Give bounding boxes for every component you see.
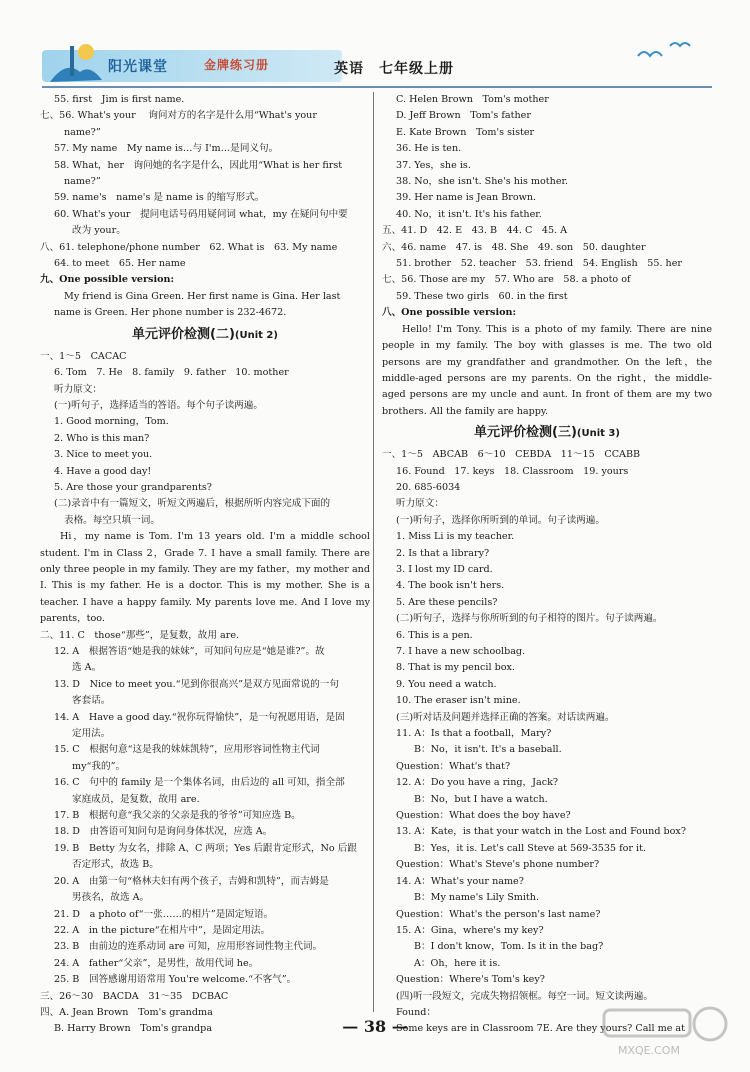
book-logo-icon: [46, 42, 104, 86]
answer-line: 13. D Nice to meet you.“见到你很高兴”是双方见面常说的一句: [54, 678, 339, 690]
answer-line: 21. D a photo of“一张……的相片”是固定短语。: [54, 908, 274, 920]
answer-line: Question：What's that?: [396, 760, 511, 772]
answer-line: 九、One possible version:: [40, 274, 175, 286]
answer-line: 6. Tom 7. He 8. family 9. father 10. mother: [54, 367, 289, 379]
answers-unit3: [382, 447, 712, 1038]
answer-line: 12. A 根据答语“她是我的妹妹”，可知问句应是“她是谁?”。故: [54, 646, 325, 657]
answer-line: 七、56. Those are my 57. Who are 58. a photo of: [382, 274, 631, 286]
answers-unit2-part2: [40, 628, 370, 1038]
answer-line: 五、41. D 42. E 43. B 44. C 45. A: [382, 225, 568, 237]
answer-line: name?”: [64, 176, 101, 188]
answer-line: 13. A：Kate，is that your watch in the Lost and Found box?: [396, 826, 686, 838]
answer-line: 选 A。: [72, 662, 102, 674]
answer-line: 59. name's name's 是 name is 的缩写形式。: [54, 192, 265, 204]
unit2-title: 单元评价检测(二): [132, 326, 235, 342]
answer-line: 37. Yes，she is.: [396, 159, 471, 171]
answer-line: 一、1～5 CACAC: [40, 350, 127, 362]
answer-line: 55. first Jim is first name.: [54, 94, 185, 105]
answer-line: 听力原文：: [396, 498, 444, 510]
answer-line: 一、1～5 ABCAB 6～10 CEBDA 11～15 CCABB: [382, 449, 641, 461]
birds-icon: [630, 38, 700, 68]
answer-line: 8. That is my pencil box.: [396, 662, 515, 674]
answer-line: 19. B Betty 为女名，排除 A、C 两项；Yes 后跟肯定形式，No 后跟: [54, 842, 357, 854]
answer-line: 51. brother 52. teacher 53. friend 54. English 55. her: [396, 258, 682, 270]
answer-line: 20. 685-6034: [396, 481, 461, 493]
answer-line: 14. A Have a good day.“祝你玩得愉快”，是一句祝愿用语，是固: [54, 711, 345, 723]
answer-line: 16. C 句中的 family 是一个集体名词，由后边的 all 可知，指全部: [54, 777, 345, 789]
answer-line: 16. Found 17. keys 18. Classroom 19. yours: [396, 465, 629, 477]
answer-line: 客套话。: [72, 695, 111, 707]
answer-line: 三、26～30 BACDA 31～35 DCBAC: [40, 990, 229, 1002]
unit2-suffix: (Unit 2): [234, 329, 278, 341]
answer-line: 15. A：Gina，where's my key?: [396, 924, 544, 936]
answer-line: 四、A. Jean Brown Tom's grandma: [40, 1006, 213, 1018]
answer-line: 3. Nice to meet you.: [54, 449, 153, 461]
answer-line: 定用法。: [72, 728, 111, 740]
answer-line: 男孩名，故选 A。: [72, 892, 150, 904]
answer-line: 6. This is a pen.: [396, 629, 473, 641]
unit2-writing-sample: Hello! I'm Tony. This is a photo of my family. There are nine people in my family. The boy with glasses is me. The two old persons are my grandfather and grandmother. On the left，the middle-aged persons are my parents. On the right，the middle-aged persons are my uncle and aunt. In front of them are my two brothers. All the family are happy.: [382, 323, 712, 417]
answer-line: 10. The eraser isn't mine.: [396, 695, 521, 707]
answer-line: 否定形式，故选 B。: [72, 859, 159, 871]
answer-line: My friend is Gina Green. Her first name is Gina. Her last: [64, 290, 341, 302]
answer-line: 八、61. telephone/phone number 62. What is 63. My name: [40, 241, 338, 253]
answer-line: 八、One possible version:: [382, 307, 517, 319]
answer-line: 25. B 回答感谢用语常用 You're welcome.“不客气”。: [54, 974, 297, 986]
answer-line: 59. These two girls 60. in the first: [396, 290, 568, 302]
answer-line: 表格。每空只填一词。: [64, 514, 160, 526]
answer-line: Question：Where's Tom's key?: [396, 974, 545, 986]
unit3-title: 单元评价检测(三): [474, 425, 577, 441]
answer-line: Question：What's Steve's phone number?: [396, 859, 600, 871]
answer-line: 58. What，her 询问她的名字是什么，因此用“What is her first: [54, 159, 343, 171]
unit3-suffix: (Unit 3): [576, 428, 620, 440]
answer-line: 36. He is ten.: [396, 143, 462, 155]
answer-line: 4. Have a good day!: [54, 465, 152, 477]
answer-line: 二、11. C those“那些”，是复数，故用 are.: [40, 629, 240, 641]
answer-line: 1. Good morning，Tom.: [54, 416, 169, 428]
answer-line: B：I don't know，Tom. Is it in the bag?: [414, 941, 604, 953]
answer-line: 5. Are these pencils?: [396, 596, 498, 608]
right-column: [382, 92, 712, 1038]
answer-line: 改为 your。: [72, 225, 126, 237]
answer-line: 17. B 根据句意“我父亲的父亲是我的爷爷”可知应选 B。: [54, 810, 301, 822]
answer-line: B：Yes，it is. Let's call Steve at 569-3535 for it.: [414, 842, 647, 854]
answer-line: 七、56. What's your 询问对方的名字是什么用“What's your: [40, 110, 317, 122]
header-rule: [42, 86, 712, 88]
answer-line: 12. A：Do you have a ring，Jack?: [396, 777, 559, 789]
answer-line: 57. My name My name is…与 I'm…是同义句。: [54, 143, 279, 155]
answer-line: Question：What does the boy have?: [396, 810, 571, 822]
answer-line: (三)听对话及问题并选择正确的答案。对话读两遍。: [396, 711, 615, 723]
unit3-heading: [382, 422, 712, 445]
answer-line: E. Kate Brown Tom's sister: [396, 126, 535, 138]
answer-line: C. Helen Brown Tom's mother: [396, 94, 549, 105]
answer-line: 15. C 根据句意“这是我的妹妹凯特”，应用形容词性物主代词: [54, 744, 320, 756]
answer-line: A：Oh，here it is.: [414, 957, 501, 969]
answer-line: (二)听句子，选择与你所听到的句子相符的图片。句子读两遍。: [396, 613, 663, 625]
answers-unit2-part3: [382, 92, 712, 322]
answer-line: 22. A in the picture“在相片中”，是固定用法。: [54, 924, 271, 936]
page-banner: [42, 30, 712, 86]
answer-line: (四)听一段短文，完成失物招领框。每空一词。短文读两遍。: [396, 990, 653, 1002]
answer-line: (二)录音中有一篇短文，听短文两遍后，根据所听内容完成下面的: [54, 498, 331, 510]
unit2-heading: [40, 324, 370, 347]
answer-line: B：No，but I have a watch.: [414, 793, 548, 805]
answer-line: name?”: [64, 126, 101, 138]
answer-line: 24. A father“父亲”，是男性，故用代词 he。: [54, 957, 259, 969]
watermark-text: MXQE.COM: [618, 1044, 680, 1057]
answer-line: 家庭成员，是复数，故用 are.: [72, 793, 200, 805]
answer-line: Question：What's the person's last name?: [396, 908, 601, 920]
column-divider: [373, 92, 374, 1012]
answer-line: D. Jeff Brown Tom's father: [396, 110, 531, 122]
answer-line: 40. No，it isn't. It's his father.: [396, 208, 542, 220]
answer-line: B：My name's Lily Smith.: [414, 892, 540, 904]
answer-line: 14. A：What's your name?: [396, 875, 524, 887]
page-number: — 38 —: [342, 1017, 408, 1036]
unit2-listening-passage: Hi，my name is Tom. I'm 13 years old. I'm a middle school student. I'm in Class 2，Grade 7. I have a small family. There are only three people in my family. They are my father，my mother and I. This is my father. He is a doctor. This is my mother. She is a teacher. I have a happy family. My parents love me. And I love my parents，too.: [40, 531, 370, 625]
answer-line: 20. A 由第一句“格林夫妇有两个孩子，吉姆和凯特”，而吉姆是: [54, 875, 329, 887]
answer-line: (一)听句子，选择适当的答语。每个句子读两遍。: [54, 399, 263, 411]
answer-line: 5. Are those your grandparents?: [54, 481, 212, 493]
answer-line: 60. What's your 提问电话号码用疑问词 what，my 在疑问句中要: [54, 208, 348, 220]
watermark-logo: [598, 1002, 732, 1058]
answer-line: B. Harry Brown Tom's grandpa: [54, 1023, 213, 1035]
left-column: [40, 92, 370, 1038]
answer-line: (一)听句子，选择你所听到的单词。句子读两遍。: [396, 514, 605, 526]
answer-line: Some keys are in Classroom 7E. Are they yours? Call me at: [396, 1023, 685, 1035]
answer-line: 1. Miss Li is my teacher.: [396, 531, 515, 543]
banner-subject: 英语 七年级上册: [334, 61, 454, 77]
answer-line: 六、46. name 47. is 48. She 49. son 50. daughter: [382, 241, 646, 253]
answer-line: B：No，it isn't. It's a baseball.: [414, 744, 562, 756]
banner-subtitle: 金牌练习册: [204, 58, 270, 72]
answer-line: 9. You need a watch.: [396, 678, 497, 690]
answer-line: 4. The book isn't hers.: [396, 580, 505, 592]
answer-line: name is Green. Her phone number is 232-4672.: [54, 307, 287, 319]
answer-line: 64. to meet 65. Her name: [54, 258, 186, 270]
answer-line: 11. A：Is that a football，Mary?: [396, 728, 552, 740]
banner-title: 阳光课堂: [108, 59, 168, 75]
answer-line: 38. No，she isn't. She's his mother.: [396, 176, 569, 188]
answer-line: 18. D 由答语可知问句是询问身体状况，应选 A。: [54, 826, 273, 838]
answer-line: 2. Is that a library?: [396, 547, 490, 559]
answers-unit2-part1: [40, 349, 370, 529]
answer-line: my“我的”。: [72, 760, 126, 772]
answer-line: 3. I lost my ID card.: [396, 563, 493, 575]
answer-line: 7. I have a new schoolbag.: [396, 646, 526, 657]
answer-line: 2. Who is this man?: [54, 432, 150, 444]
answer-line: 39. Her name is Jean Brown.: [396, 192, 537, 204]
answer-line: Found：: [396, 1006, 437, 1018]
answers-unit1-tail: [40, 92, 370, 322]
answer-line: 23. B 由前边的连系动词 are 可知，应用形容词性物主代词。: [54, 941, 323, 953]
answer-line: 听力原文：: [54, 383, 102, 395]
